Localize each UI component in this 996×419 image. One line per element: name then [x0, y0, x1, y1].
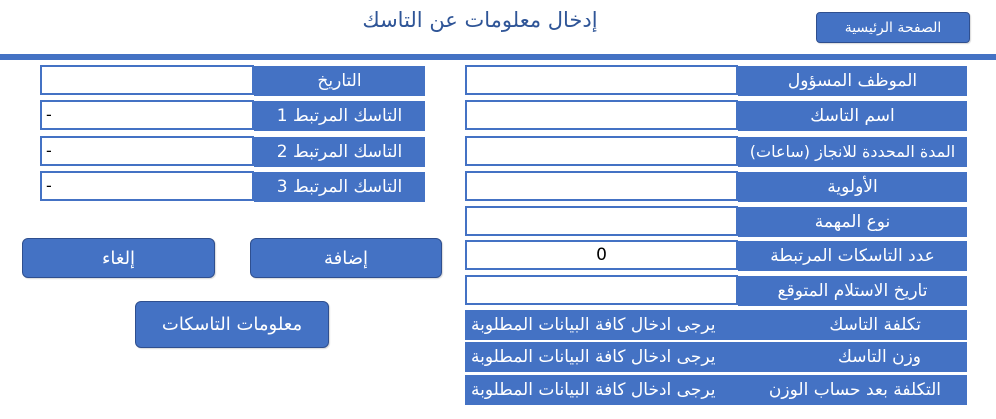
- related-task-3-label: التاسك المرتبط 3: [254, 172, 425, 202]
- duration-hours-label: المدة المحددة للانجاز (ساعات): [738, 137, 967, 167]
- add-button[interactable]: إضافة: [250, 238, 442, 278]
- related-task-1-field[interactable]: -: [40, 100, 254, 130]
- expected-receipt-date-field[interactable]: [465, 275, 738, 305]
- priority-label: الأولوية: [738, 172, 967, 202]
- weighted-cost-row: [465, 375, 967, 405]
- related-tasks-count-label: عدد التاسكات المرتبطة: [738, 241, 967, 271]
- expected-receipt-date-label: تاريخ الاستلام المتوقع: [738, 276, 967, 306]
- date-field[interactable]: [40, 65, 254, 95]
- home-button[interactable]: الصفحة الرئيسية: [816, 12, 970, 43]
- task-cost-message: يرجى ادخال كافة البيانات المطلوبة: [471, 315, 716, 335]
- task-weight-message: يرجى ادخال كافة البيانات المطلوبة: [471, 347, 716, 367]
- task-type-label: نوع المهمة: [738, 207, 967, 237]
- related-task-2-label: التاسك المرتبط 2: [254, 137, 425, 167]
- page-title: إدخال معلومات عن التاسك: [362, 8, 598, 32]
- task-weight-label: وزن التاسك: [837, 347, 921, 367]
- task-cost-label: تكلفة التاسك: [829, 315, 921, 335]
- weighted-cost-message: يرجى ادخال كافة البيانات المطلوبة: [471, 380, 716, 400]
- task-cost-row: [465, 310, 967, 340]
- responsible-employee-label: الموظف المسؤول: [738, 66, 967, 96]
- responsible-employee-field[interactable]: [465, 65, 738, 95]
- header-divider: [0, 54, 996, 60]
- related-task-1-label: التاسك المرتبط 1: [254, 101, 425, 131]
- task-type-field[interactable]: [465, 206, 738, 236]
- cancel-button[interactable]: إلغاء: [22, 238, 215, 278]
- weighted-cost-label: التكلفة بعد حساب الوزن: [768, 380, 941, 400]
- related-task-3-field[interactable]: -: [40, 171, 254, 201]
- task-name-label: اسم التاسك: [738, 101, 967, 131]
- task-name-field[interactable]: [465, 100, 738, 130]
- related-tasks-count-field[interactable]: 0: [465, 240, 738, 270]
- priority-field[interactable]: [465, 171, 738, 201]
- date-label: التاريخ: [254, 66, 425, 96]
- tasks-info-button[interactable]: معلومات التاسكات: [135, 301, 329, 348]
- task-weight-row: [465, 342, 967, 372]
- related-task-2-field[interactable]: -: [40, 136, 254, 166]
- duration-hours-field[interactable]: [465, 136, 738, 166]
